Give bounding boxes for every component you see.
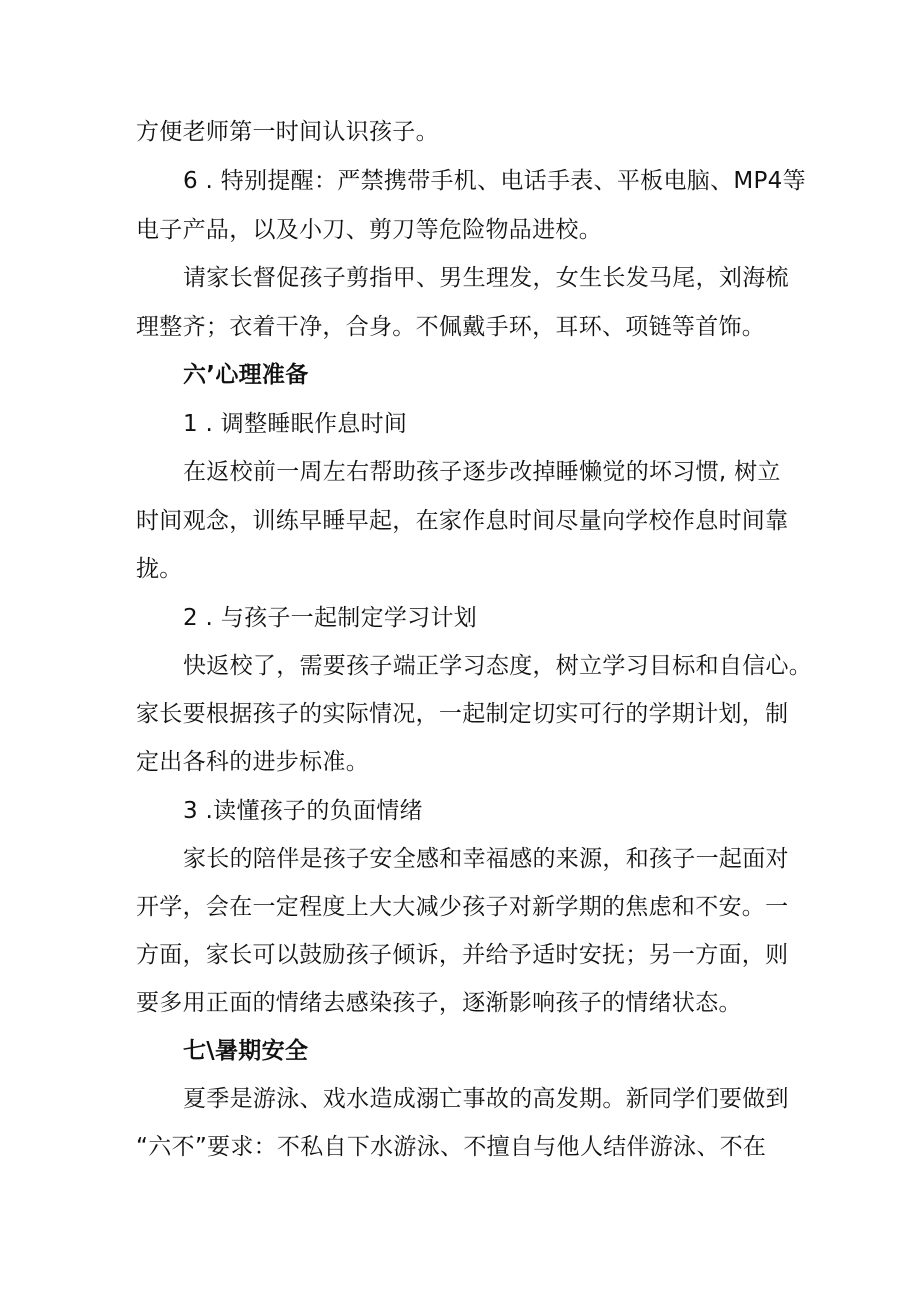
list-item-6-line: 6 . 特别提醒：严禁携带手机、电话手表、平板电脑、MP4等 (183, 168, 806, 194)
paragraph-line: 方面，家长可以鼓励孩子倾诉，并给予适时安抚；另一方面，则 (136, 942, 789, 968)
paragraph-line: 电子产品，以及小刀、剪刀等危险物品进校。 (136, 217, 602, 243)
paragraph-line: 在返校前一周左右帮助孩子逐步改掉睡懒觉的坏习惯, 树立 (183, 459, 781, 485)
paragraph-line: 夏季是游泳、戏水造成溺亡事故的高发期。新同学们要做到 (183, 1086, 789, 1112)
section-heading-six: 六’心理准备 (183, 362, 309, 388)
subheading-2: 2 . 与孩子一起制定学习计划 (183, 605, 478, 631)
paragraph-line: 家长要根据孩子的实际情况，一起制定切实可行的学期计划，制 (136, 701, 789, 727)
paragraph-line: 方便老师第一时间认识孩子。 (136, 119, 439, 145)
paragraph-line: 要多用正面的情绪去感染孩子，逐渐影响孩子的情绪状态。 (136, 990, 742, 1016)
paragraph-line: 请家长督促孩子剪指甲、男生理发，女生长发马尾，刘海梳 (183, 265, 789, 291)
paragraph-line: “六不”要求：不私自下水游泳、不擅自与他人结伴游泳、不在 (136, 1134, 767, 1160)
paragraph-line: 定出各科的进步标准。 (136, 749, 369, 775)
paragraph-line: 开学，会在一定程度上大大减少孩子对新学期的焦虑和不安。一 (136, 894, 789, 920)
paragraph-line: 拢。 (136, 556, 183, 582)
paragraph-line: 理整齐；衣着干净，合身。不佩戴手环，耳环、项链等首饰。 (136, 314, 766, 340)
paragraph-line: 快返校了，需要孩子端正学习态度，树立学习目标和自信心。 (183, 653, 813, 679)
paragraph-line: 家长的陪伴是孩子安全感和幸福感的来源，和孩子一起面对 (183, 846, 789, 872)
paragraph-line: 时间观念，训练早睡早起，在家作息时间尽量向学校作息时间靠 (136, 508, 789, 534)
section-heading-seven: 七\暑期安全 (183, 1038, 309, 1064)
subheading-1: 1 . 调整睡眠作息时间 (183, 411, 408, 437)
subheading-3: 3 .读懂孩子的负面情绪 (183, 798, 423, 824)
